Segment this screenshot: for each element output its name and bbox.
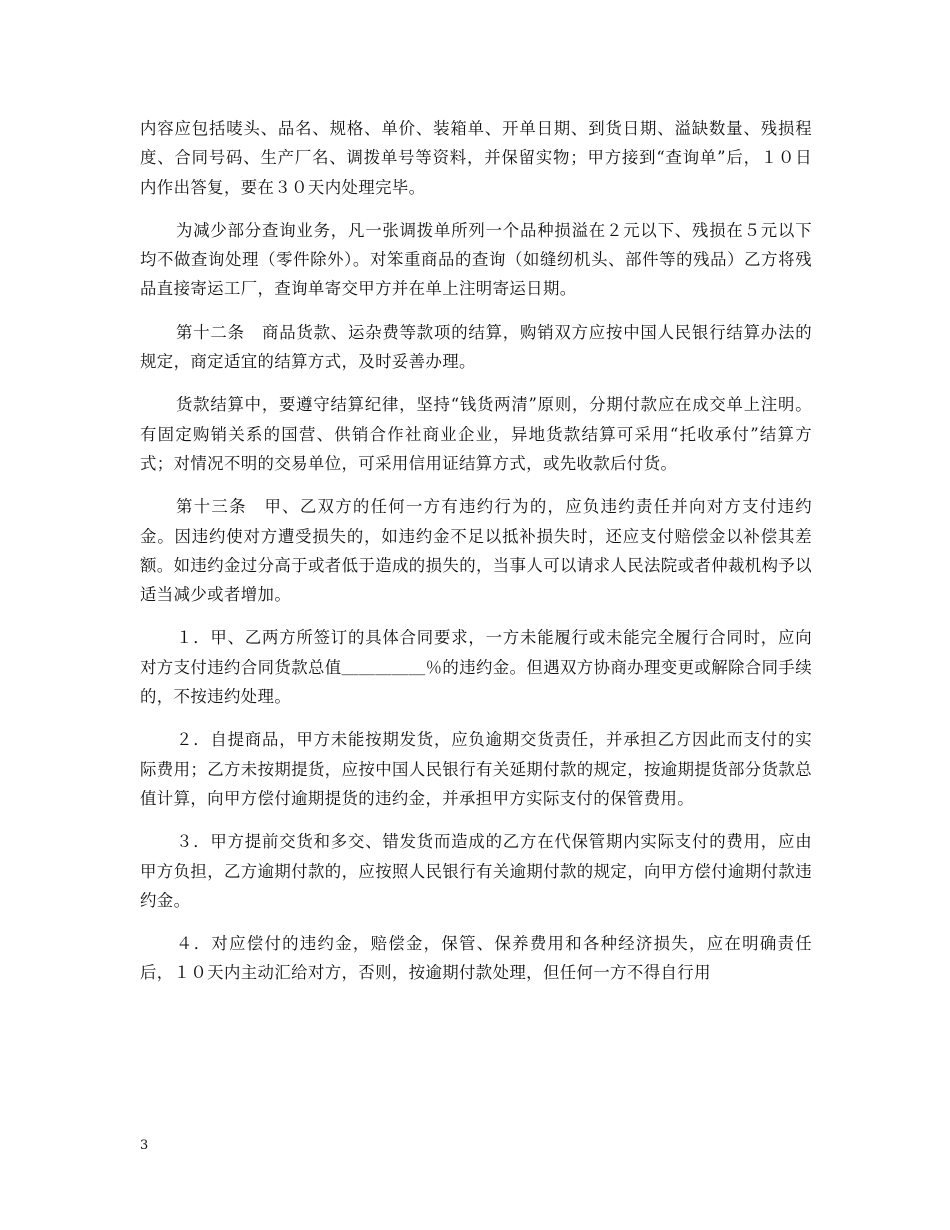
- paragraph-article-13: 第十三条 甲、乙双方的任何一方有违约行为的，应负违约责任并向对方支付违约金。因违约使对方遭受损失的，如违约金不足以抵补损失时，还应支付赔偿金以补偿其差额。如违约金过分高于或者低于造成的损失的，当事人可以请求人民法院或者仲裁机构予以适当减少或者增加。: [140, 497, 812, 605]
- document-body: [140, 114, 812, 988]
- paragraph-inquiry-content: 内容应包括唛头、品名、规格、单价、装箱单、开单日期、到货日期、溢缺数量、残损程度、合同号码、生产厂名、调拨单号等资料，并保留实物；甲方接到“查询单”后，１０日内作出答复，要在３０天内处理完毕。: [140, 119, 812, 197]
- paragraph-article-12: 第十二条 商品货款、运杂费等款项的结算，购销双方应按中国人民银行结算办法的规定，商定适宜的结算方式，及时妥善办理。: [140, 322, 812, 372]
- paragraph-clause-3: ３．甲方提前交货和多交、错发货而造成的乙方在代保管期内实际支付的费用，应由甲方负担，乙方逾期付款的，应按照人民银行有关逾期付款的规定，向甲方偿付逾期付款违约金。: [140, 832, 812, 910]
- paragraph-inquiry-exemption: 为减少部分查询业务，凡一张调拨单所列一个品种损溢在２元以下、残损在５元以下均不做查询处理（零件除外）。对笨重商品的查询（如缝纫机头、部件等的残品）乙方将残品直接寄运工厂，查询单寄交甲方并在单上注明寄运日期。: [140, 220, 812, 299]
- page-number: 3: [140, 1138, 149, 1153]
- paragraph-clause-1: １．甲、乙两方所签订的具体合同要求，一方未能履行或未能完全履行合同时，应向对方支付违约合同货款总值＿＿＿＿＿％的违约金。但遇双方协商办理变更或解除合同手续的，不按违约处理。: [140, 628, 812, 707]
- paragraph-clause-4: ４．对应偿付的违约金，赔偿金，保管、保养费用和各种经济损失，应在明确责任后，１０天内主动汇给对方，否则，按逾期付款处理，但任何一方不得自行用: [140, 934, 812, 983]
- paragraph-payment-settlement: 货款结算中，要遵守结算纪律，坚持“钱货两清”原则，分期付款应在成交单上注明。有固定购销关系的国营、供销合作社商业企业，异地货款结算可采用“托收承付”结算方式；对情况不明的交易单位，可采用信用证结算方式，或先收款后付货。: [140, 395, 812, 473]
- paragraph-clause-2: ２．自提商品，甲方未能按期发货，应负逾期交货责任，并承担乙方因此而支付的实际费用；乙方未按期提货，应按中国人民银行有关延期付款的规定，按逾期提货部分货款总值计算，向甲方偿付逾期提货的违约金，并承担甲方实际支付的保管费用。: [140, 730, 812, 808]
